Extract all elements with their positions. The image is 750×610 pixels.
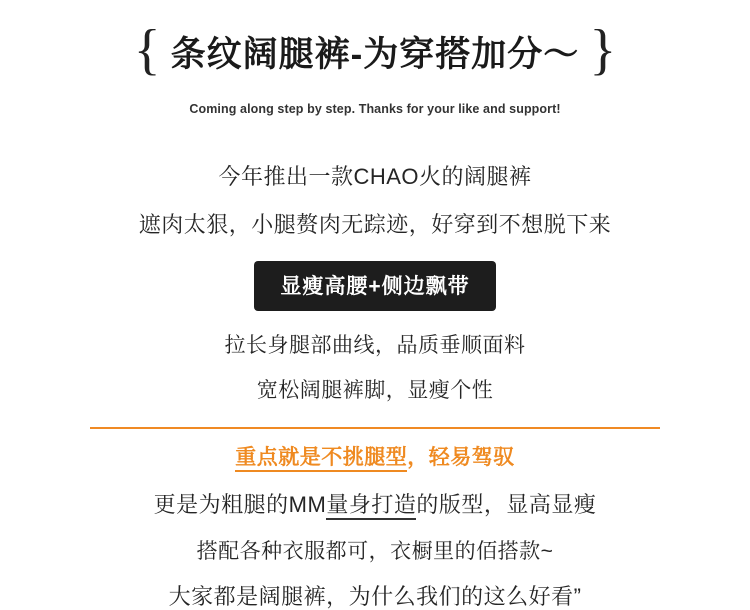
- copy-line-5-rest: ，轻易驾驭: [407, 446, 515, 470]
- body-copy: [0, 164, 750, 610]
- title-row: [0, 19, 750, 81]
- copy-line-3: 拉长身腿部曲线，品质垂顺面料: [224, 333, 526, 357]
- copy-line-6-emphasis: 量身打造: [326, 492, 416, 520]
- highlight-pill-wrapper: [0, 261, 750, 311]
- brace-left-decoration: {: [133, 19, 161, 81]
- copy-line-5: [0, 445, 750, 470]
- copy-line-8: 大家都是阔腿裤，为什么我们的这么好看”: [168, 583, 582, 609]
- copy-line-5-emphasis: 重点就是不挑腿型: [235, 446, 407, 472]
- copy-line-4: 宽松阔腿裤脚，显瘦个性: [256, 378, 494, 402]
- copy-line-6-part-a: 更是为粗腿的MM: [153, 492, 327, 518]
- brace-right-decoration: }: [589, 19, 617, 81]
- copy-line-2: 遮肉太狠，小腿赘肉无踪迹，好穿到不想脱下来: [138, 212, 612, 238]
- copy-line-1: 今年推出一款CHAO火的阔腿裤: [218, 164, 532, 189]
- product-description-page: [0, 19, 750, 609]
- orange-divider: [90, 427, 660, 429]
- subtitle: Coming along step by step. Thanks for your like and support!: [189, 102, 561, 116]
- copy-line-7: 搭配各种衣服都可，衣橱里的佰搭款~: [196, 539, 554, 563]
- copy-line-6: [0, 492, 750, 518]
- highlight-pill: 显瘦高腰+侧边飘带: [254, 261, 495, 311]
- copy-line-6-part-b: 的版型，显高显瘦: [416, 492, 597, 518]
- page-title: 条纹阔腿裤-为穿搭加分～: [170, 35, 580, 74]
